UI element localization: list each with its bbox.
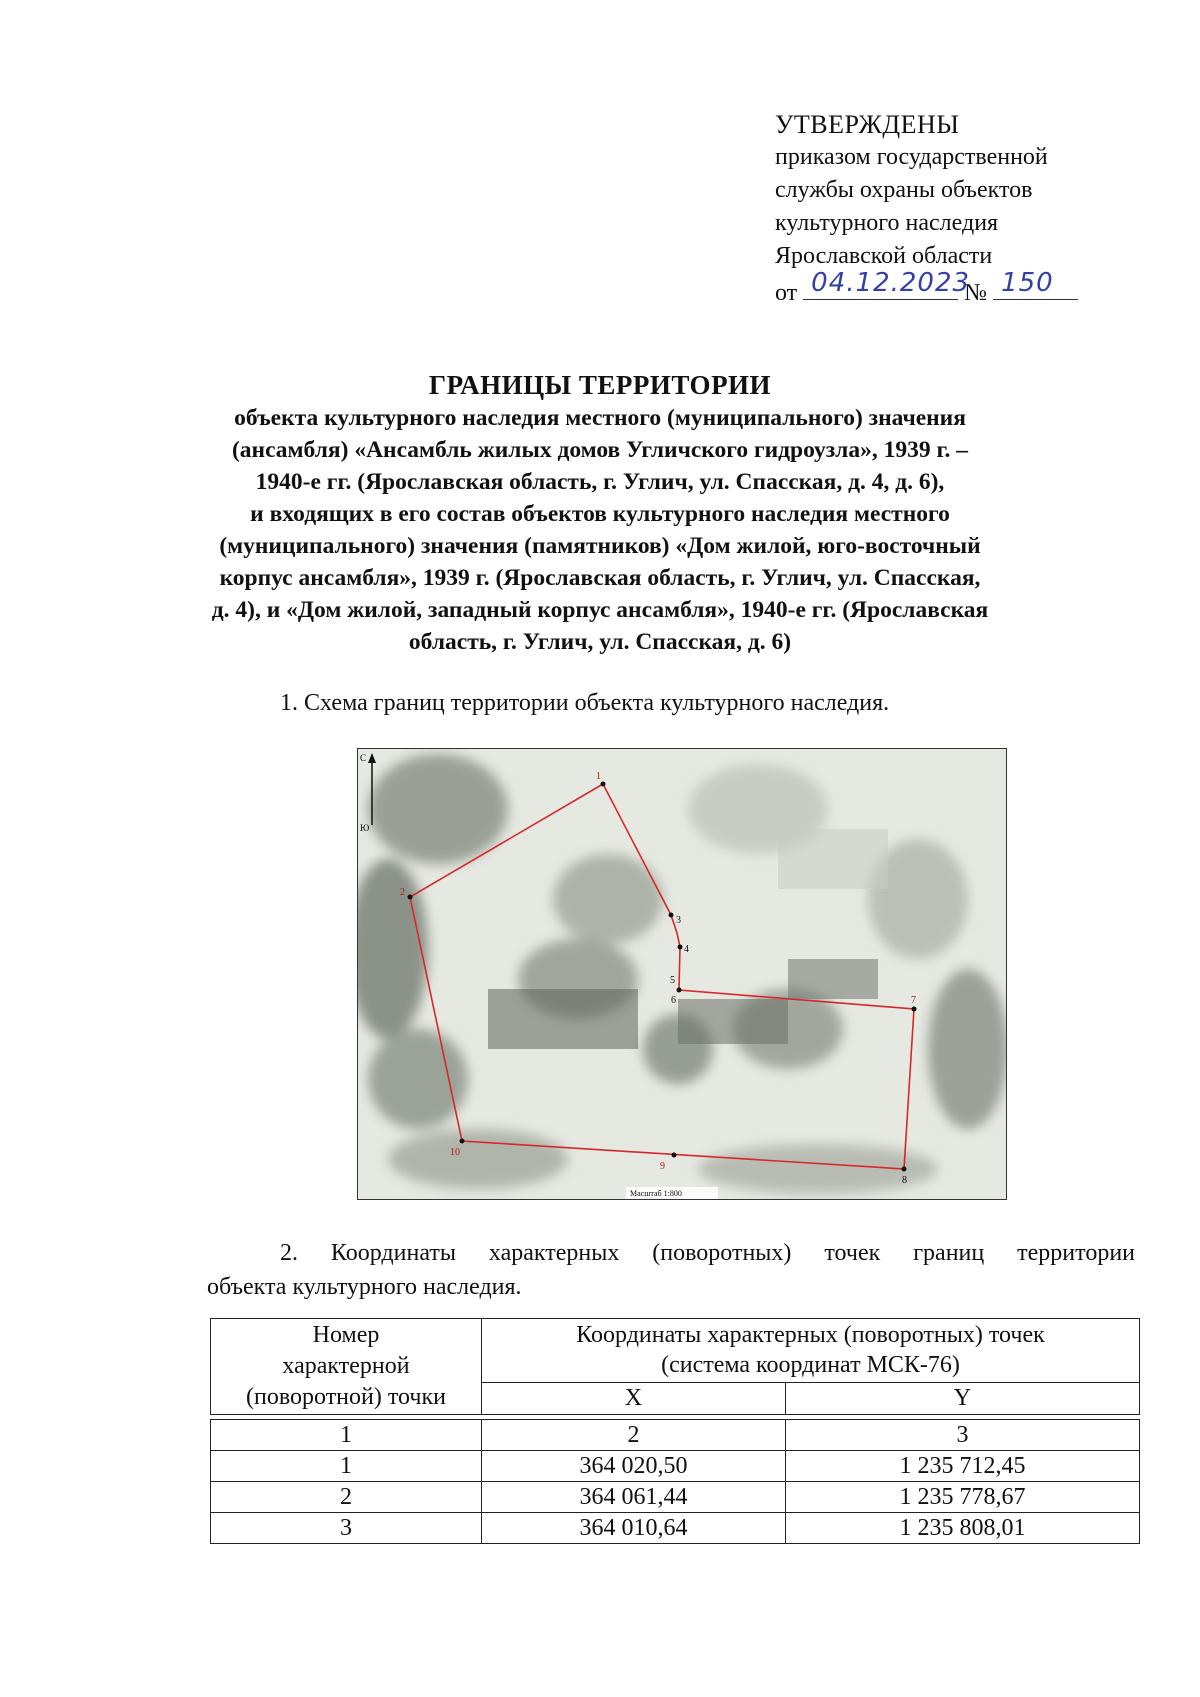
number-blank xyxy=(993,268,1078,300)
vertex-point xyxy=(669,913,674,918)
heading-line: д. 4), и «Дом жилой, западный корпус ансамбля», 1940-е гг. (Ярославская xyxy=(211,597,989,623)
vertex-label: 1 xyxy=(596,771,601,782)
vertex-label: 10 xyxy=(450,1147,460,1158)
heading-line: (ансамбля) «Ансамбль жилых домов Угличского гидроузла», 1939 г. – xyxy=(231,437,969,463)
header-text: Координаты характерных (поворотных) точек xyxy=(576,1322,1045,1349)
date-prefix: от xyxy=(775,280,798,306)
boundary-map xyxy=(357,748,1007,1200)
index-cell: 3 xyxy=(785,1420,1139,1451)
x-coordinate-cell: 364 020,50 xyxy=(482,1451,786,1482)
north-label: С xyxy=(360,753,367,763)
vertex-point xyxy=(912,1007,917,1012)
header-x: X xyxy=(482,1382,786,1414)
vertex-point xyxy=(408,895,413,900)
approval-line: Ярославской области xyxy=(775,243,993,269)
order-date-number-line xyxy=(775,268,1125,310)
building xyxy=(678,999,788,1044)
header-coordinates xyxy=(482,1319,1140,1383)
table-row xyxy=(211,1451,1140,1482)
map-canvas xyxy=(358,749,1006,1199)
vertex-point xyxy=(677,988,682,993)
table-header-row xyxy=(211,1319,1140,1383)
coordinates-table xyxy=(210,1318,1140,1544)
x-coordinate-cell: 364 061,44 xyxy=(482,1482,786,1513)
approval-line: приказом государственной xyxy=(775,144,1048,170)
vertex-point xyxy=(902,1167,907,1172)
vertex-label: 9 xyxy=(660,1161,665,1172)
y-coordinate-cell: 1 235 778,67 xyxy=(785,1482,1139,1513)
document-heading xyxy=(200,368,1000,658)
heading-line: (муниципального) значения (памятников) «Дом жилой, юго-восточный xyxy=(219,533,981,559)
approval-line: культурного наследия xyxy=(775,210,999,236)
heading-line: область, г. Углич, ул. Спасская, д. 6) xyxy=(408,629,792,655)
header-text: Номер xyxy=(312,1322,380,1348)
vertex-label: 7 xyxy=(911,995,916,1006)
heading-line: и входящих в его состав объектов культурного наследия местного xyxy=(250,501,950,527)
handwritten-number: 150 xyxy=(1001,268,1054,298)
date-blank xyxy=(803,268,971,300)
point-number-cell: 2 xyxy=(211,1482,482,1513)
x-coordinate-cell: 364 010,64 xyxy=(482,1513,786,1544)
vertex-point xyxy=(460,1139,465,1144)
header-y: Y xyxy=(785,1382,1139,1414)
vertex-label: 3 xyxy=(676,915,681,926)
section-1-caption: 1. Схема границ территории объекта культурного наследия. xyxy=(280,690,890,716)
vertex-label: 2 xyxy=(400,887,405,898)
header-point-number xyxy=(211,1319,482,1415)
heading-line: корпус ансамбля», 1939 г. (Ярославская область, г. Углич, ул. Спасская, xyxy=(219,565,981,591)
index-cell: 1 xyxy=(211,1420,482,1451)
handwritten-date: 04.12.2023 xyxy=(811,268,971,298)
building xyxy=(778,829,888,889)
south-label: Ю xyxy=(360,823,370,833)
section-2-line: 2. Координаты характерных (поворотных) точек границ территории xyxy=(280,1240,1135,1266)
point-number-cell: 1 xyxy=(211,1451,482,1482)
header-text: (поворотной) точки xyxy=(246,1384,446,1410)
number-prefix: № xyxy=(964,280,988,306)
table-index-row xyxy=(211,1420,1140,1451)
vertex-label: 4 xyxy=(684,944,689,955)
section-2-line: объекта культурного наследия. xyxy=(207,1274,522,1300)
heading-line: объекта культурного наследия местного (муниципального) значения xyxy=(234,405,966,431)
building xyxy=(488,989,638,1049)
approval-line: службы охраны объектов xyxy=(775,177,1033,203)
vertex-point xyxy=(678,945,683,950)
vertex-label: 6 xyxy=(671,995,676,1006)
heading-line: 1940-е гг. (Ярославская область, г. Углич, ул. Спасская, д. 4, д. 6), xyxy=(255,469,945,495)
section-2-caption xyxy=(207,1236,1135,1304)
header-text: характерной xyxy=(282,1353,410,1379)
index-cell: 2 xyxy=(482,1420,786,1451)
vertex-label: 8 xyxy=(902,1175,907,1186)
vertex-point xyxy=(601,782,606,787)
scale-label: Масштаб 1:800 xyxy=(630,1189,682,1198)
y-coordinate-cell: 1 235 808,01 xyxy=(785,1513,1139,1544)
table-row xyxy=(211,1513,1140,1544)
approval-block xyxy=(775,108,1125,310)
header-text: (система координат МСК-76) xyxy=(661,1352,960,1379)
approval-title: УТВЕРЖДЕНЫ xyxy=(775,110,960,139)
vertex-point xyxy=(672,1153,677,1158)
vertex-label: 5 xyxy=(670,975,675,986)
table-row xyxy=(211,1482,1140,1513)
document-title: ГРАНИЦЫ ТЕРРИТОРИИ xyxy=(428,370,772,400)
y-coordinate-cell: 1 235 712,45 xyxy=(785,1451,1139,1482)
point-number-cell: 3 xyxy=(211,1513,482,1544)
building xyxy=(788,959,878,999)
